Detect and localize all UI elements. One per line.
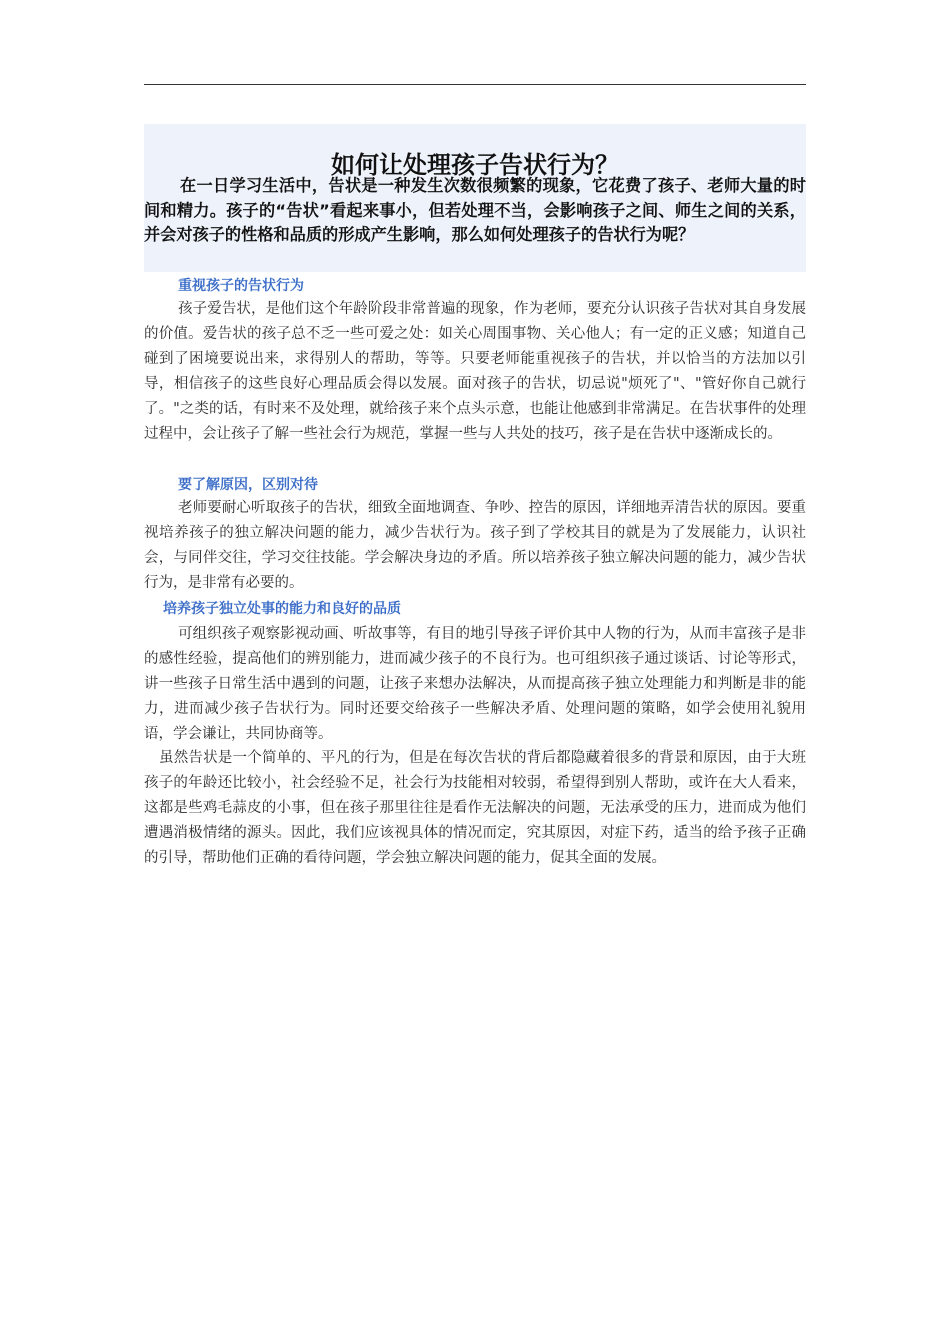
section-heading-1: 重视孩子的告状行为 [178,278,304,294]
intro-paragraph: 在一日学习生活中，告状是一种发生次数很频繁的现象，它花费了孩子、老师大量的时间和精力。孩子的“告状”看起来事小，但若处理不当，会影响孩子之间、师生之间的关系，并会对孩子的性格和品质的形成产生影响，那么如何处理孩子的告状行为呢？ [144,176,806,244]
document-title: 如何让处理孩子告状行为？ [331,151,619,180]
header-rule [144,84,806,85]
section-body-2: 老师要耐心听取孩子的告状，细致全面地调查、争吵、控告的原因，详细地弄清告状的原因。要重视培养孩子的独立解决问题的能力，减少告状行为。孩子到了学校其目的就是为了发展能力，认识社会，与同伴交往，学习交往技能。学会解决身边的矛盾。所以培养孩子独立解决问题的能力，减少告状行为，是非常有必要的。 [144,500,806,591]
conclusion-paragraph: 虽然告状是一个简单的、平凡的行为，但是在每次告状的背后都隐藏着很多的背景和原因，由于大班孩子的年龄还比较小，社会经验不足，社会行为技能相对较弱，希望得到别人帮助，或许在大人看来，这都是些鸡毛蒜皮的小事，但在孩子那里往往是看作无法解决的问题，无法承受的压力，进而成为他们遭遇消极情绪的源头。因此，我们应该视具体的情况而定，究其原因，对症下药，适当的给予孩子正确的引导，帮助他们正确的看待问题，学会独立解决问题的能力，促其全面的发展。 [144,750,806,866]
section-heading-2: 要了解原因，区别对待 [178,477,318,493]
section-body-3: 可组织孩子观察影视动画、听故事等，有目的地引导孩子评价其中人物的行为，从而丰富孩子是非的感性经验，提高他们的辨别能力，进而减少孩子的不良行为。也可组织孩子通过谈话、讨论等形式，讲一些孩子日常生活中遇到的问题，让孩子来想办法解决，从而提高孩子独立处理能力和判断是非的能力，进而减少孩子告状行为。同时还要交给孩子一些解决矛盾、处理问题的策略，如学会使用礼貌用语，学会谦让，共同协商等。 [144,626,806,742]
section-body-1: 孩子爱告状，是他们这个年龄阶段非常普遍的现象，作为老师，要充分认识孩子告状对其自身发展的价值。爱告状的孩子总不乏一些可爱之处：如关心周围事物、关心他人；有一定的正义感；知道自己碰到了困境要说出来，求得别人的帮助，等等。只要老师能重视孩子的告状，并以恰当的方法加以引导，相信孩子的这些良好心理品质会得以发展。面对孩子的告状，切忌说"烦死了"、"管好你自己就行了。"之类的话，有时来不及处理，就给孩子来个点头示意，也能让他感到非常满足。在告状事件的处理过程中，会让孩子了解一些社会行为规范，掌握一些与人共处的技巧，孩子是在告状中逐渐成长的。 [144,301,806,442]
section-heading-3: 培养孩子独立处事的能力和良好的品质 [163,601,401,617]
